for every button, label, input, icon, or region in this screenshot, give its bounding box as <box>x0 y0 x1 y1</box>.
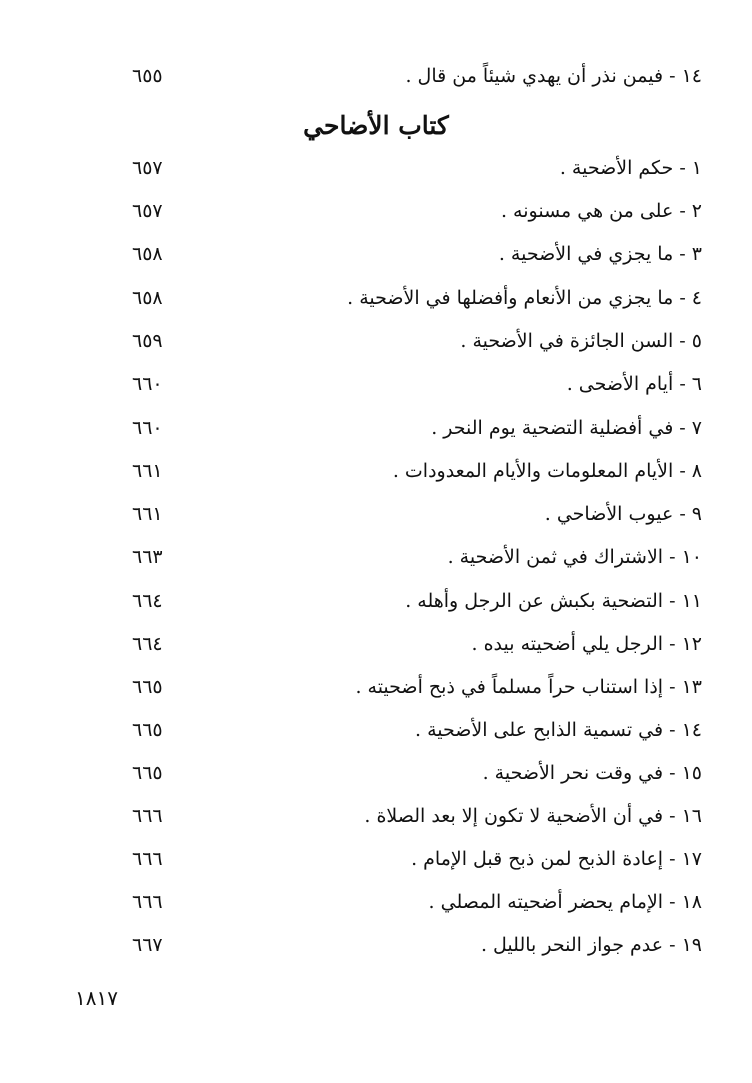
toc-row <box>0 884 752 924</box>
toc-row <box>0 150 752 190</box>
toc-entry-title: ٧ - في أفضلية التضحية يوم النحر . <box>431 417 702 439</box>
toc-page-number: ٦٦٥ <box>132 676 163 698</box>
toc-page-number: ٦٥٥ <box>132 65 163 87</box>
toc-page-number: ٦٦٥ <box>132 762 163 784</box>
toc-page-number: ٦٦٠ <box>132 417 163 439</box>
toc-entry-title: ١ - حكم الأضحية . <box>559 157 702 179</box>
toc-page-number: ٦٦٤ <box>132 633 163 655</box>
toc-row <box>0 712 752 752</box>
toc-page-number: ٦٥٨ <box>132 243 163 265</box>
toc-row <box>0 755 752 795</box>
toc-row <box>0 280 752 320</box>
toc-page-number: ٦٦٠ <box>132 373 163 395</box>
toc-page-number: ٦٦١ <box>132 503 163 525</box>
toc-row <box>0 496 752 536</box>
toc-entry-title: ١٤ - فيمن نذر أن يهدي شيئاً من قال . <box>405 65 702 87</box>
toc-row <box>0 539 752 579</box>
toc-row <box>0 669 752 709</box>
toc-row <box>0 366 752 406</box>
toc-entry-title: ٣ - ما يجزي في الأضحية . <box>498 243 702 265</box>
toc-page-number: ٦٦٧ <box>132 934 163 956</box>
toc-entry-title: ١٩ - عدم جواز النحر بالليل . <box>480 934 702 956</box>
toc-row <box>0 236 752 276</box>
toc-page-number: ٦٥٧ <box>132 157 163 179</box>
toc-page-number: ٦٦٦ <box>132 891 163 913</box>
toc-entry-title: ٩ - عيوب الأضاحي . <box>544 503 702 525</box>
section-heading: كتاب الأضاحي <box>303 111 449 140</box>
toc-row <box>0 927 752 967</box>
toc-page-number: ٦٦٦ <box>132 848 163 870</box>
toc-entry-title: ٤ - ما يجزي من الأنعام وأفضلها في الأضحية . <box>347 287 702 309</box>
toc-row <box>0 583 752 623</box>
toc-row <box>0 410 752 450</box>
toc-entry-title: ٥ - السن الجائزة في الأضحية . <box>460 330 702 352</box>
toc-entry-title: ٦ - أيام الأضحى . <box>566 373 702 395</box>
toc-page-number: ٦٦٣ <box>132 546 163 568</box>
toc-row <box>0 841 752 881</box>
toc-entry-title: ١١ - التضحية بكبش عن الرجل وأهله . <box>405 590 702 612</box>
toc-row <box>0 323 752 363</box>
toc-row <box>0 626 752 666</box>
toc-page-number: ٦٥٨ <box>132 287 163 309</box>
toc-entry-title: ١٢ - الرجل يلي أضحيته بيده . <box>471 633 702 655</box>
toc-entry-title: ١٦ - في أن الأضحية لا تكون إلا بعد الصلاة . <box>364 805 702 827</box>
toc-entry-title: ١٧ - إعادة الذبح لمن ذبح قبل الإمام . <box>411 848 702 870</box>
toc-entry-title: ١٥ - في وقت نحر الأضحية . <box>482 762 702 784</box>
toc-row <box>0 193 752 233</box>
toc-entry-title: ١٣ - إذا استناب حراً مسلماً في ذبح أضحيته . <box>355 676 702 698</box>
page-folio-number: ١٨١٧ <box>75 986 118 1010</box>
toc-entry-title: ١٨ - الإمام يحضر أضحيته المصلي . <box>428 891 702 913</box>
toc-page-number: ٦٦١ <box>132 460 163 482</box>
toc-row <box>0 58 752 98</box>
toc-page-number: ٦٥٧ <box>132 200 163 222</box>
toc-row <box>0 453 752 493</box>
toc-row <box>0 798 752 838</box>
toc-page-number: ٦٥٩ <box>132 330 163 352</box>
toc-page-number: ٦٦٦ <box>132 805 163 827</box>
toc-entry-title: ١٠ - الاشتراك في ثمن الأضحية . <box>447 546 702 568</box>
toc-page-number: ٦٦٤ <box>132 590 163 612</box>
toc-entry-title: ٢ - على من هي مسنونه . <box>500 200 702 222</box>
toc-page-number: ٦٦٥ <box>132 719 163 741</box>
toc-entry-title: ١٤ - في تسمية الذابح على الأضحية . <box>415 719 702 741</box>
toc-entry-title: ٨ - الأيام المعلومات والأيام المعدودات . <box>392 460 702 482</box>
